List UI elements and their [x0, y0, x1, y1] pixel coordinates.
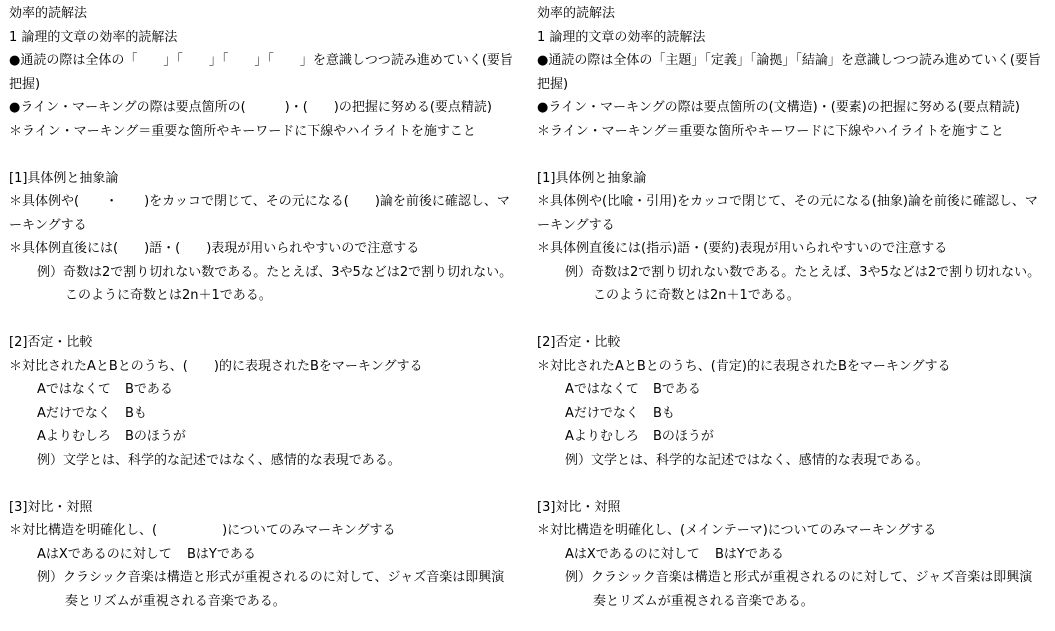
section-2-example: 例）文学とは、科学的な記述ではなく、感情的な表現である。: [37, 452, 401, 468]
section-3-example: 例）クラシック音楽は構造と形式が重視されるのに対して、ジャズ音楽は即興演: [565, 570, 1033, 585]
pattern-b: Bも: [653, 405, 675, 421]
section-1-example: 例）奇数は2で割り切れない数である。たとえば、3や5などは2で割り切れない。: [37, 264, 513, 280]
section-1-example-cont: このように奇数とは2n＋1である。: [593, 288, 800, 303]
pattern-b: Bである: [125, 382, 173, 397]
pattern-row: [9, 543, 524, 567]
line-marking-note: ＊ライン・マーキング＝重要な箇所やキーワードに下線やハイライトを施すこと: [9, 123, 476, 139]
pattern-a: Aだけでなく: [37, 405, 111, 421]
pattern-a: AはXであるのに対して: [565, 546, 700, 562]
section-3-rule: ＊対比構造を明確化し、( )についてのみマーキングする: [9, 523, 396, 538]
pattern-row: [537, 425, 1047, 449]
section-3-heading: [3]対比・対照: [537, 499, 621, 515]
section-3-example: 例）クラシック音楽は構造と形式が重視されるのに対して、ジャズ音楽は即興演: [37, 570, 505, 585]
pattern-b: Bのほうが: [125, 429, 186, 444]
pattern-a: Aよりむしろ: [37, 429, 111, 444]
worksheet-answers: [537, 2, 1047, 613]
section-2-heading: [2]否定・比較: [537, 335, 621, 350]
section-1-heading: [1]具体例と抽象論: [537, 170, 647, 186]
pattern-a: Aではなくて: [565, 382, 639, 397]
section-1-heading: [1]具体例と抽象論: [9, 170, 119, 186]
section-3-example-cont: 奏とリズムが重視される音楽である。: [65, 593, 286, 609]
pattern-b: Bである: [653, 382, 701, 397]
reading-point-1: ●通読の際は全体の「 」「 」「 」「 」を意識しつつ読み進めていく(要旨: [9, 53, 513, 68]
section-3-rule: ＊対比構造を明確化し、(メインテーマ)についてのみマーキングする: [537, 523, 937, 538]
section-2-rule: ＊対比されたAとBとのうち、(肯定)的に表現されたBをマーキングする: [537, 358, 951, 374]
pattern-a: Aだけでなく: [565, 405, 639, 421]
pattern-row: [537, 402, 1047, 426]
pattern-row: [537, 543, 1047, 567]
pattern-b: Bのほうが: [653, 429, 714, 444]
pattern-b: BはYである: [187, 546, 256, 562]
section-2-example: 例）文学とは、科学的な記述ではなく、感情的な表現である。: [565, 452, 929, 468]
pattern-row: [9, 425, 524, 449]
reading-point-1: ●通読の際は全体の「主題」「定義」「論拠」「結論」を意識しつつ読み進めていく(要旨: [537, 53, 1041, 68]
pattern-a: Aではなくて: [37, 382, 111, 397]
section-1-rule-2: ＊具体例直後には(指示)語・(要約)表現が用いられやすいので注意する: [537, 241, 948, 256]
doc-title: 効率的読解法: [537, 6, 616, 21]
section-1-rule-2: ＊具体例直後には( )語・( )表現が用いられやすいので注意する: [9, 241, 420, 256]
section-1-example: 例）奇数は2で割り切れない数である。たとえば、3や5などは2で割り切れない。: [565, 264, 1041, 280]
reading-point-2: ●ライン・マーキングの際は要点箇所の( )・( )の把握に努める(要点精読): [9, 100, 492, 115]
worksheet-blank: [9, 2, 524, 613]
section-title: 1 論理的文章の効率的読解法: [537, 29, 706, 45]
section-1-rule-1: ＊具体例や(比喩・引用)をカッコで閉じて、その元になる(抽象)論を前後に確認し、マ: [537, 194, 1038, 209]
pattern-b: BはYである: [715, 546, 784, 562]
section-title: 1 論理的文章の効率的読解法: [9, 29, 178, 45]
reading-point-1-cont: 把握): [9, 76, 41, 92]
pattern-row: [537, 378, 1047, 402]
section-2-rule: ＊対比されたAとBとのうち、( )的に表現されたBをマーキングする: [9, 358, 423, 374]
section-2-heading: [2]否定・比較: [9, 335, 93, 350]
pattern-row: [9, 402, 524, 426]
doc-title: 効率的読解法: [9, 6, 88, 21]
line-marking-note: ＊ライン・マーキング＝重要な箇所やキーワードに下線やハイライトを施すこと: [537, 123, 1004, 139]
section-1-rule-1: ＊具体例や( ・ )をカッコで閉じて、その元になる( )論を前後に確認し、マ: [9, 194, 510, 209]
pattern-a: Aよりむしろ: [565, 429, 639, 444]
reading-point-2: ●ライン・マーキングの際は要点箇所の(文構造)・(要素)の把握に努める(要点精読): [537, 100, 1020, 115]
section-3-example-cont: 奏とリズムが重視される音楽である。: [593, 593, 814, 609]
pattern-a: AはXであるのに対して: [37, 546, 172, 562]
section-3-heading: [3]対比・対照: [9, 499, 93, 515]
section-1-example-cont: このように奇数とは2n＋1である。: [65, 288, 272, 303]
section-1-rule-1-cont: ーキングする: [9, 217, 87, 233]
section-1-rule-1-cont: ーキングする: [537, 217, 615, 233]
pattern-b: Bも: [125, 405, 147, 421]
pattern-row: [9, 378, 524, 402]
reading-point-1-cont: 把握): [537, 76, 569, 92]
